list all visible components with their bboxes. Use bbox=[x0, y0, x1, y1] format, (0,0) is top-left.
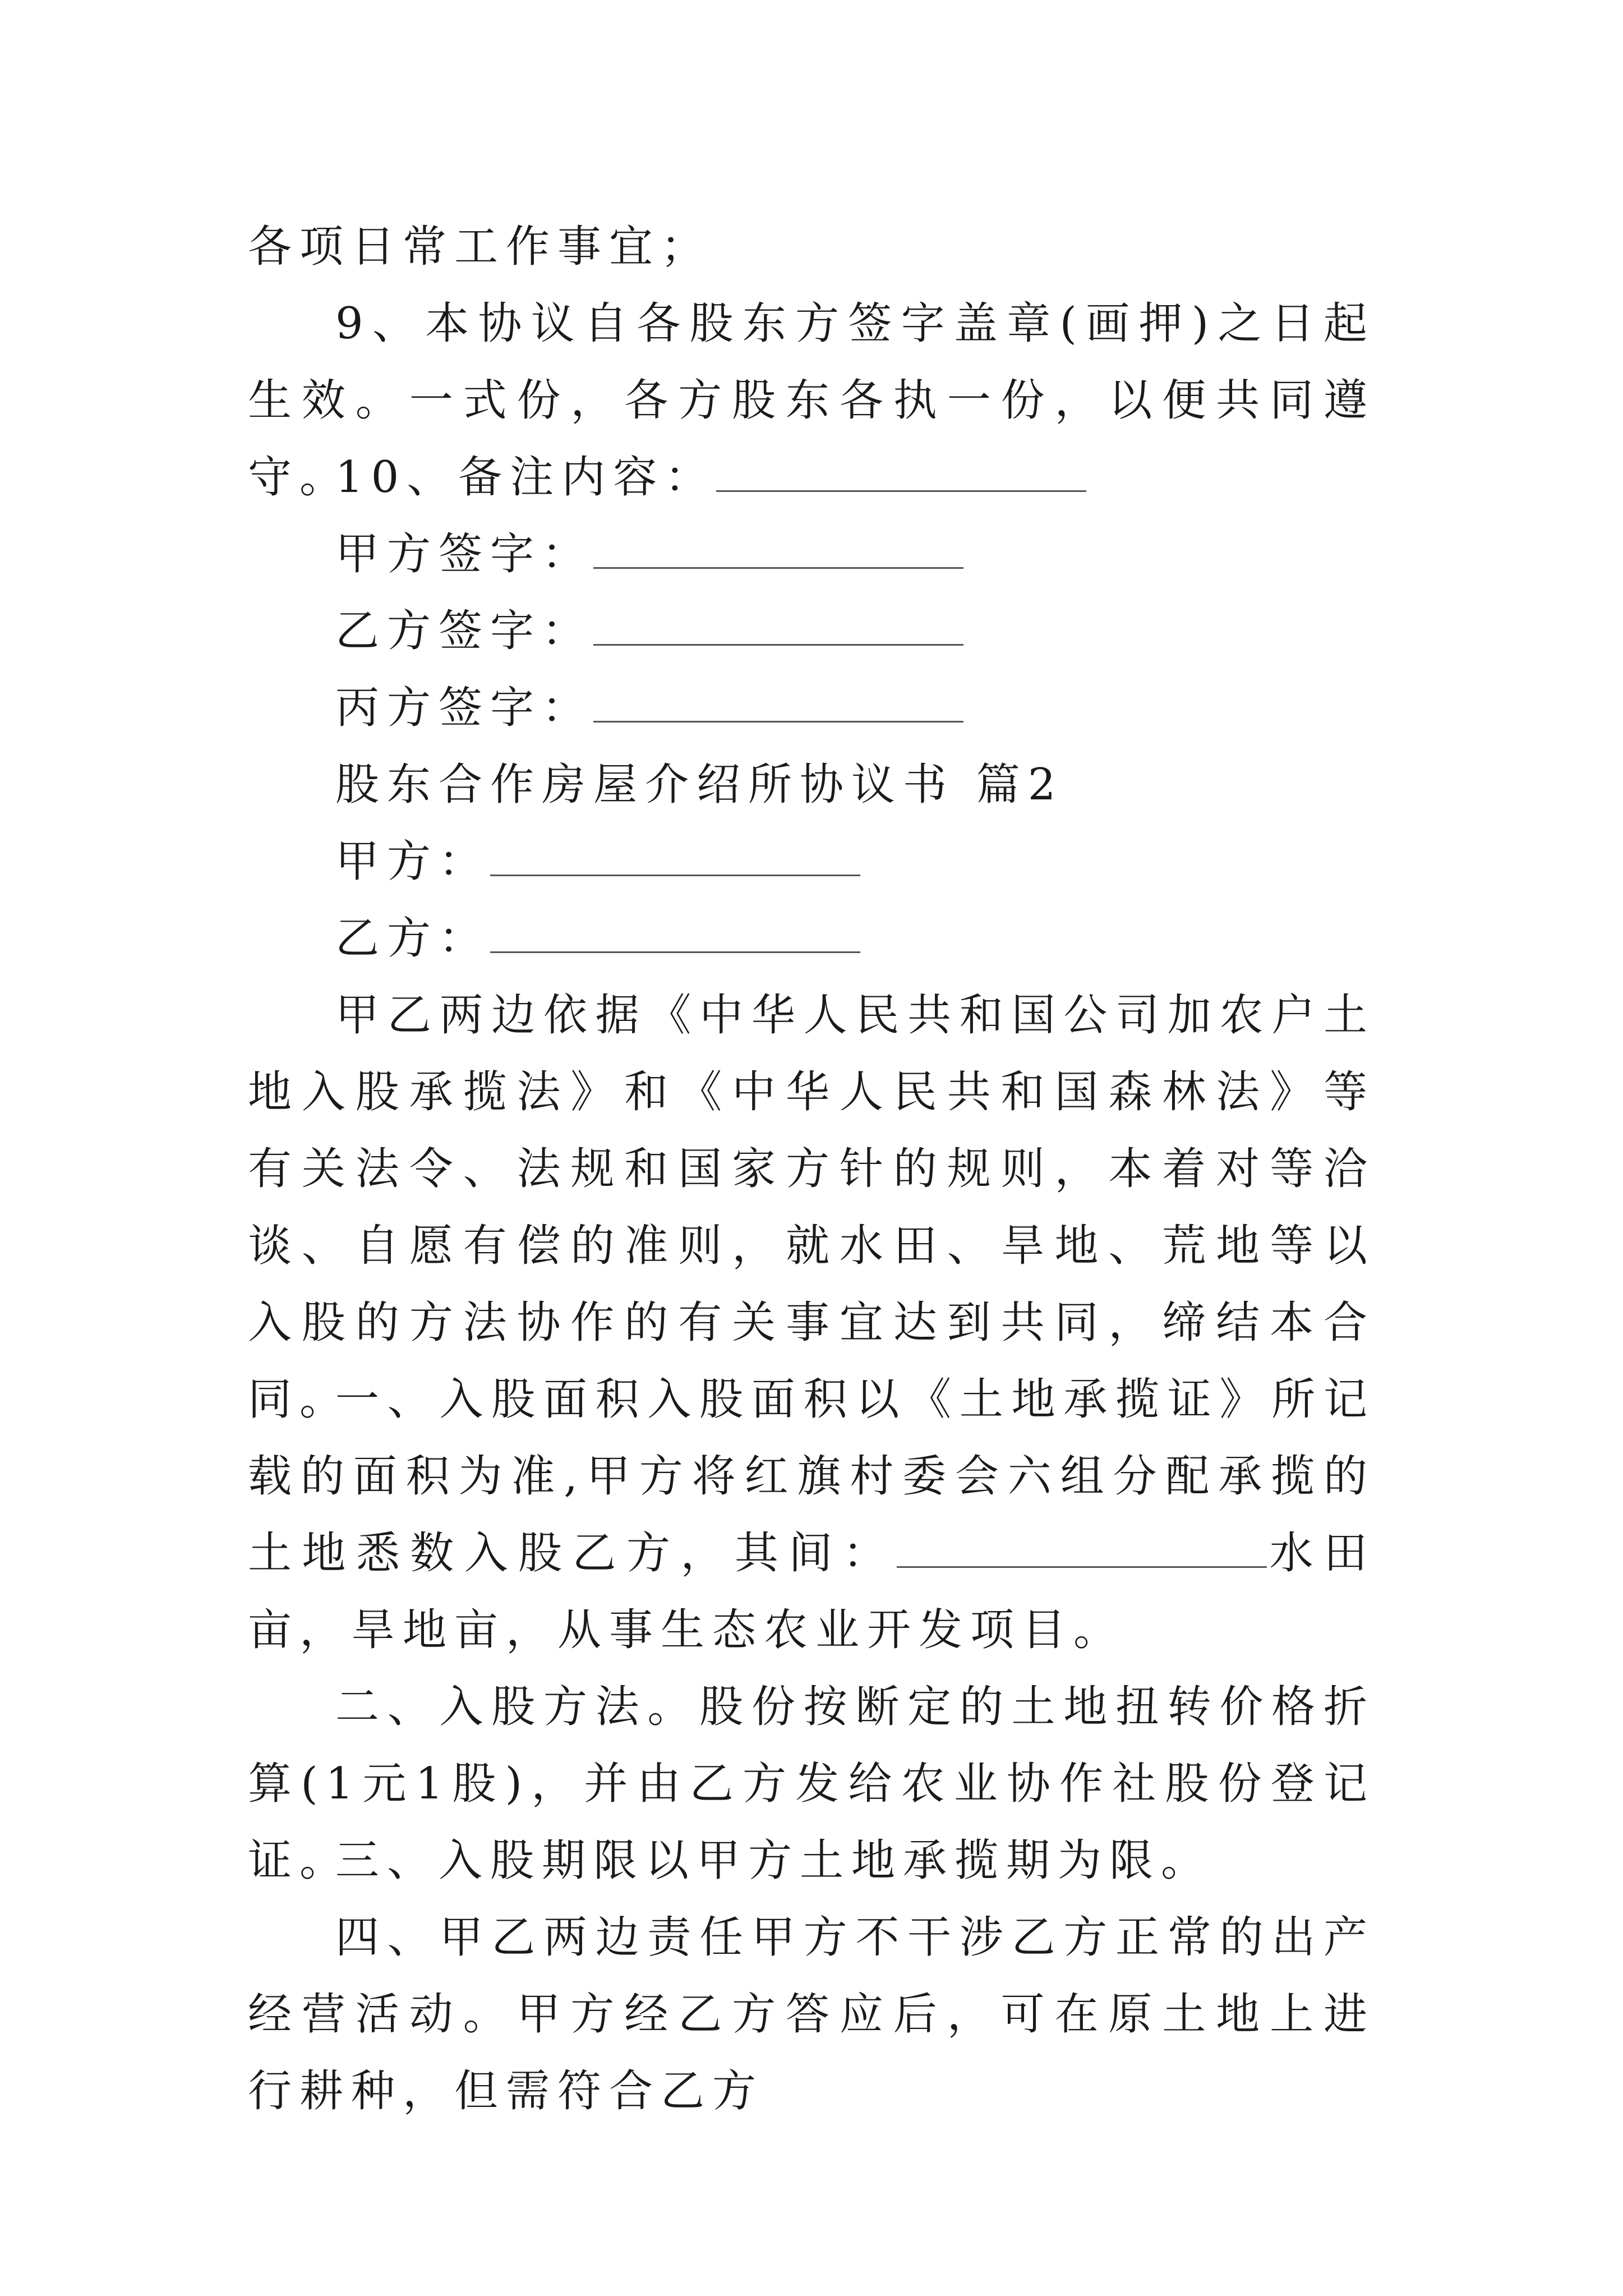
item-1-blank bbox=[897, 1526, 1267, 1568]
remarks-blank bbox=[716, 450, 1086, 492]
party-b-blank bbox=[490, 911, 860, 953]
section-title: 股东合作房屋介绍所协议书 篇2 bbox=[335, 760, 1064, 810]
paragraph-item-1 bbox=[248, 1361, 1375, 1669]
party-b-signature-line bbox=[335, 593, 963, 670]
remarks-line bbox=[335, 439, 1086, 516]
party-b-label: 乙方： bbox=[335, 913, 491, 964]
party-c-signature-blank bbox=[593, 680, 963, 723]
party-a-signature-blank bbox=[593, 527, 963, 569]
party-b-signature-blank bbox=[593, 604, 963, 646]
party-b-line bbox=[335, 900, 860, 977]
paragraph-item-2: 二、入股方法。股份按断定的土地扭转价格折算(1元1股)，并由乙方发给农业协作社股份登记证。 bbox=[248, 1682, 1375, 1886]
paragraph-intro: 甲乙两边依据《中华人民共和国公司加农户土地入股承揽法》和《中华人民共和国森林法》等有关法令、法规和国家方针的规则，本着对等洽谈、自愿有偿的准则，就水田、旱地、荒地等以入股的方法协作的有关事宜达到共同，缔结本合同。 bbox=[248, 990, 1375, 1425]
party-a-blank bbox=[490, 834, 860, 876]
paragraph-item-3: 三、入股期限以甲方土地承揽期为限。 bbox=[335, 1835, 1213, 1886]
party-a-label: 甲方： bbox=[335, 836, 491, 887]
party-a-line bbox=[335, 823, 860, 900]
party-c-signature-line bbox=[335, 670, 963, 747]
party-c-signature-label: 丙方签字： bbox=[335, 683, 594, 733]
party-b-signature-label: 乙方签字： bbox=[335, 606, 594, 656]
remarks-label: 10、备注内容： bbox=[335, 452, 717, 503]
item-1-text-part1: 一、入股面积入股面积以《土地承揽证》所记载的面积为准,甲方将红旗村委会六组分配承揽的土地悉数入股乙方，其间： bbox=[248, 1374, 1375, 1579]
party-a-signature-line bbox=[335, 516, 963, 593]
paragraph-item-9: 9、本协议自各股东方签字盖章(画押)之日起生效。一式份，各方股东各执一份，以便共同遵守。 bbox=[248, 298, 1375, 503]
text-line-daily-work: 各项日常工作事宜； bbox=[248, 222, 713, 272]
party-a-signature-label: 甲方签字： bbox=[335, 529, 594, 579]
paragraph-item-4: 四、甲乙两边责任甲方不干涉乙方正常的出产经营活动。甲方经乙方答应后，可在原土地上进行耕种，但需符合乙方 bbox=[248, 1912, 1375, 2116]
item-1-text-part2: 水田亩，旱地亩，从事生态农业开发项目。 bbox=[248, 1528, 1375, 1655]
